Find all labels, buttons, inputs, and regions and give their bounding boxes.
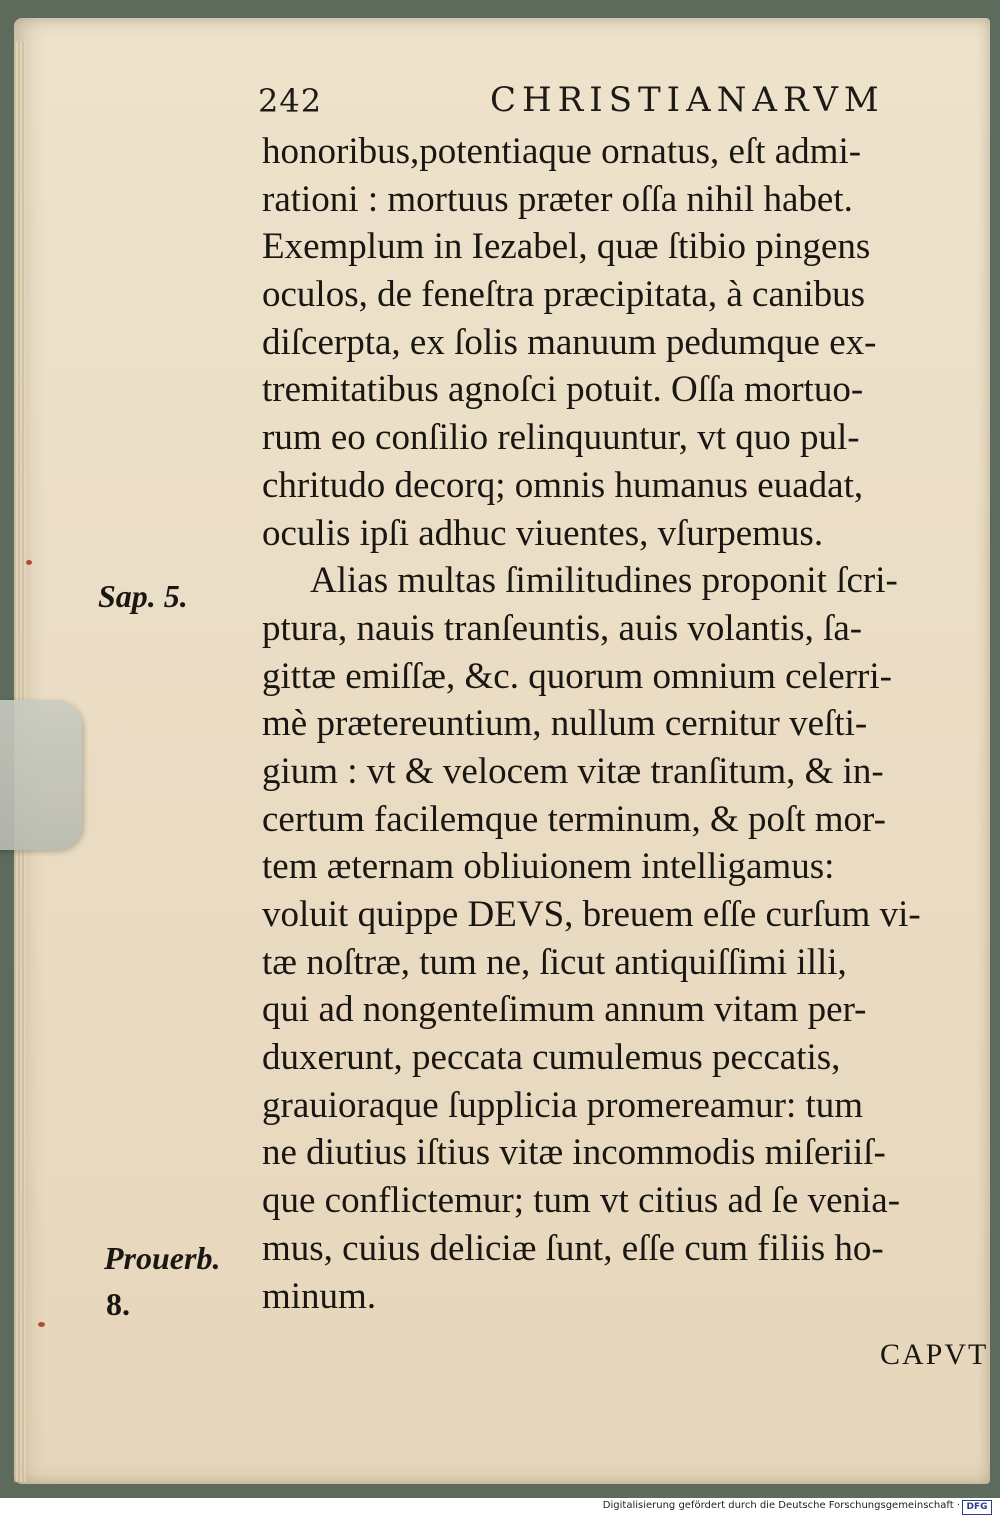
text-line: mus, cuius deliciæ ſunt, eſſe cum filiis ho- [262, 1227, 884, 1269]
running-title: CHRISTIANARVM [490, 80, 885, 120]
text-line: Exemplum in Iezabel, quæ ſtibio pingens [262, 226, 871, 268]
dfg-logo: DFG [962, 1500, 992, 1515]
running-head [258, 72, 885, 122]
text-line: ptura, nauis tranſeuntis, auis volantis, ſa- [262, 607, 863, 649]
margin-note-sap: Sap. 5. [98, 578, 188, 614]
text-line: mè prætereuntium, nullum cernitur veſti- [262, 703, 868, 745]
footer-bar [0, 1498, 1000, 1517]
margin-note-prouerb-number: 8. [106, 1286, 130, 1322]
text-line: oculos, de feneſtra præcipitata, à canibus [262, 274, 866, 316]
text-line: que conflictemur; tum vt citius ad ſe venia- [262, 1180, 901, 1222]
text-line: tæ noſtræ, tum ne, ſicut antiquiſſimi illi, [262, 941, 847, 983]
text-line: duxerunt, peccata cumulemus peccatis, [262, 1037, 841, 1079]
page-tab-marker [0, 700, 82, 850]
text-line: chritudo decorq; omnis humanus euadat, [262, 464, 864, 506]
text-line: tem æternam obliuionem intelligamus: [262, 846, 835, 888]
catchword: CAPVT [880, 1338, 989, 1371]
text-line: rum eo conſilio relinquuntur, vt quo pul- [262, 417, 860, 459]
body-text [262, 128, 992, 1320]
text-line: qui ad nongenteſimum annum vitam per- [262, 989, 867, 1031]
ink-spot [38, 1322, 45, 1327]
digitization-credit: Digitalisierung gefördert durch die Deutsche Forschungsgemeinschaft · [602, 1500, 960, 1511]
margin-note-prouerb: Prouerb. [104, 1240, 221, 1276]
text-line: tremitatibus agnoſci potuit. Oſſa mortuo- [262, 369, 864, 411]
text-line: oculis ipſi adhuc viuentes, vſurpemus. [262, 512, 824, 554]
text-line: rationi : mortuus præter oſſa nihil habet. [262, 178, 853, 220]
text-line: gium : vt & velocem vitæ tranſitum, & in- [262, 750, 884, 792]
ink-spot [26, 560, 32, 565]
text-line: ne diutius iſtius vitæ incommodis miſeriiſ- [262, 1132, 886, 1174]
text-line: certum facilemque terminum, & poſt mor- [262, 798, 886, 840]
text-line: diſcerpta, ex ſolis manuum pedumque ex- [262, 321, 877, 363]
text-line: grauioraque ſupplicia promereamur: tum [262, 1084, 864, 1126]
text-line: gittæ emiſſæ, &c. quorum omnium celerri- [262, 655, 892, 697]
text-line: voluit quippe DEVS, breuem eſſe curſum vi- [262, 894, 921, 935]
text-line: Alias multas ſimilitudines proponit ſcri- [310, 560, 898, 602]
text-line: honoribus,potentiaque ornatus, eſt admi- [262, 131, 862, 172]
text-line: minum. [262, 1275, 377, 1317]
page-number: 242 [258, 82, 323, 120]
